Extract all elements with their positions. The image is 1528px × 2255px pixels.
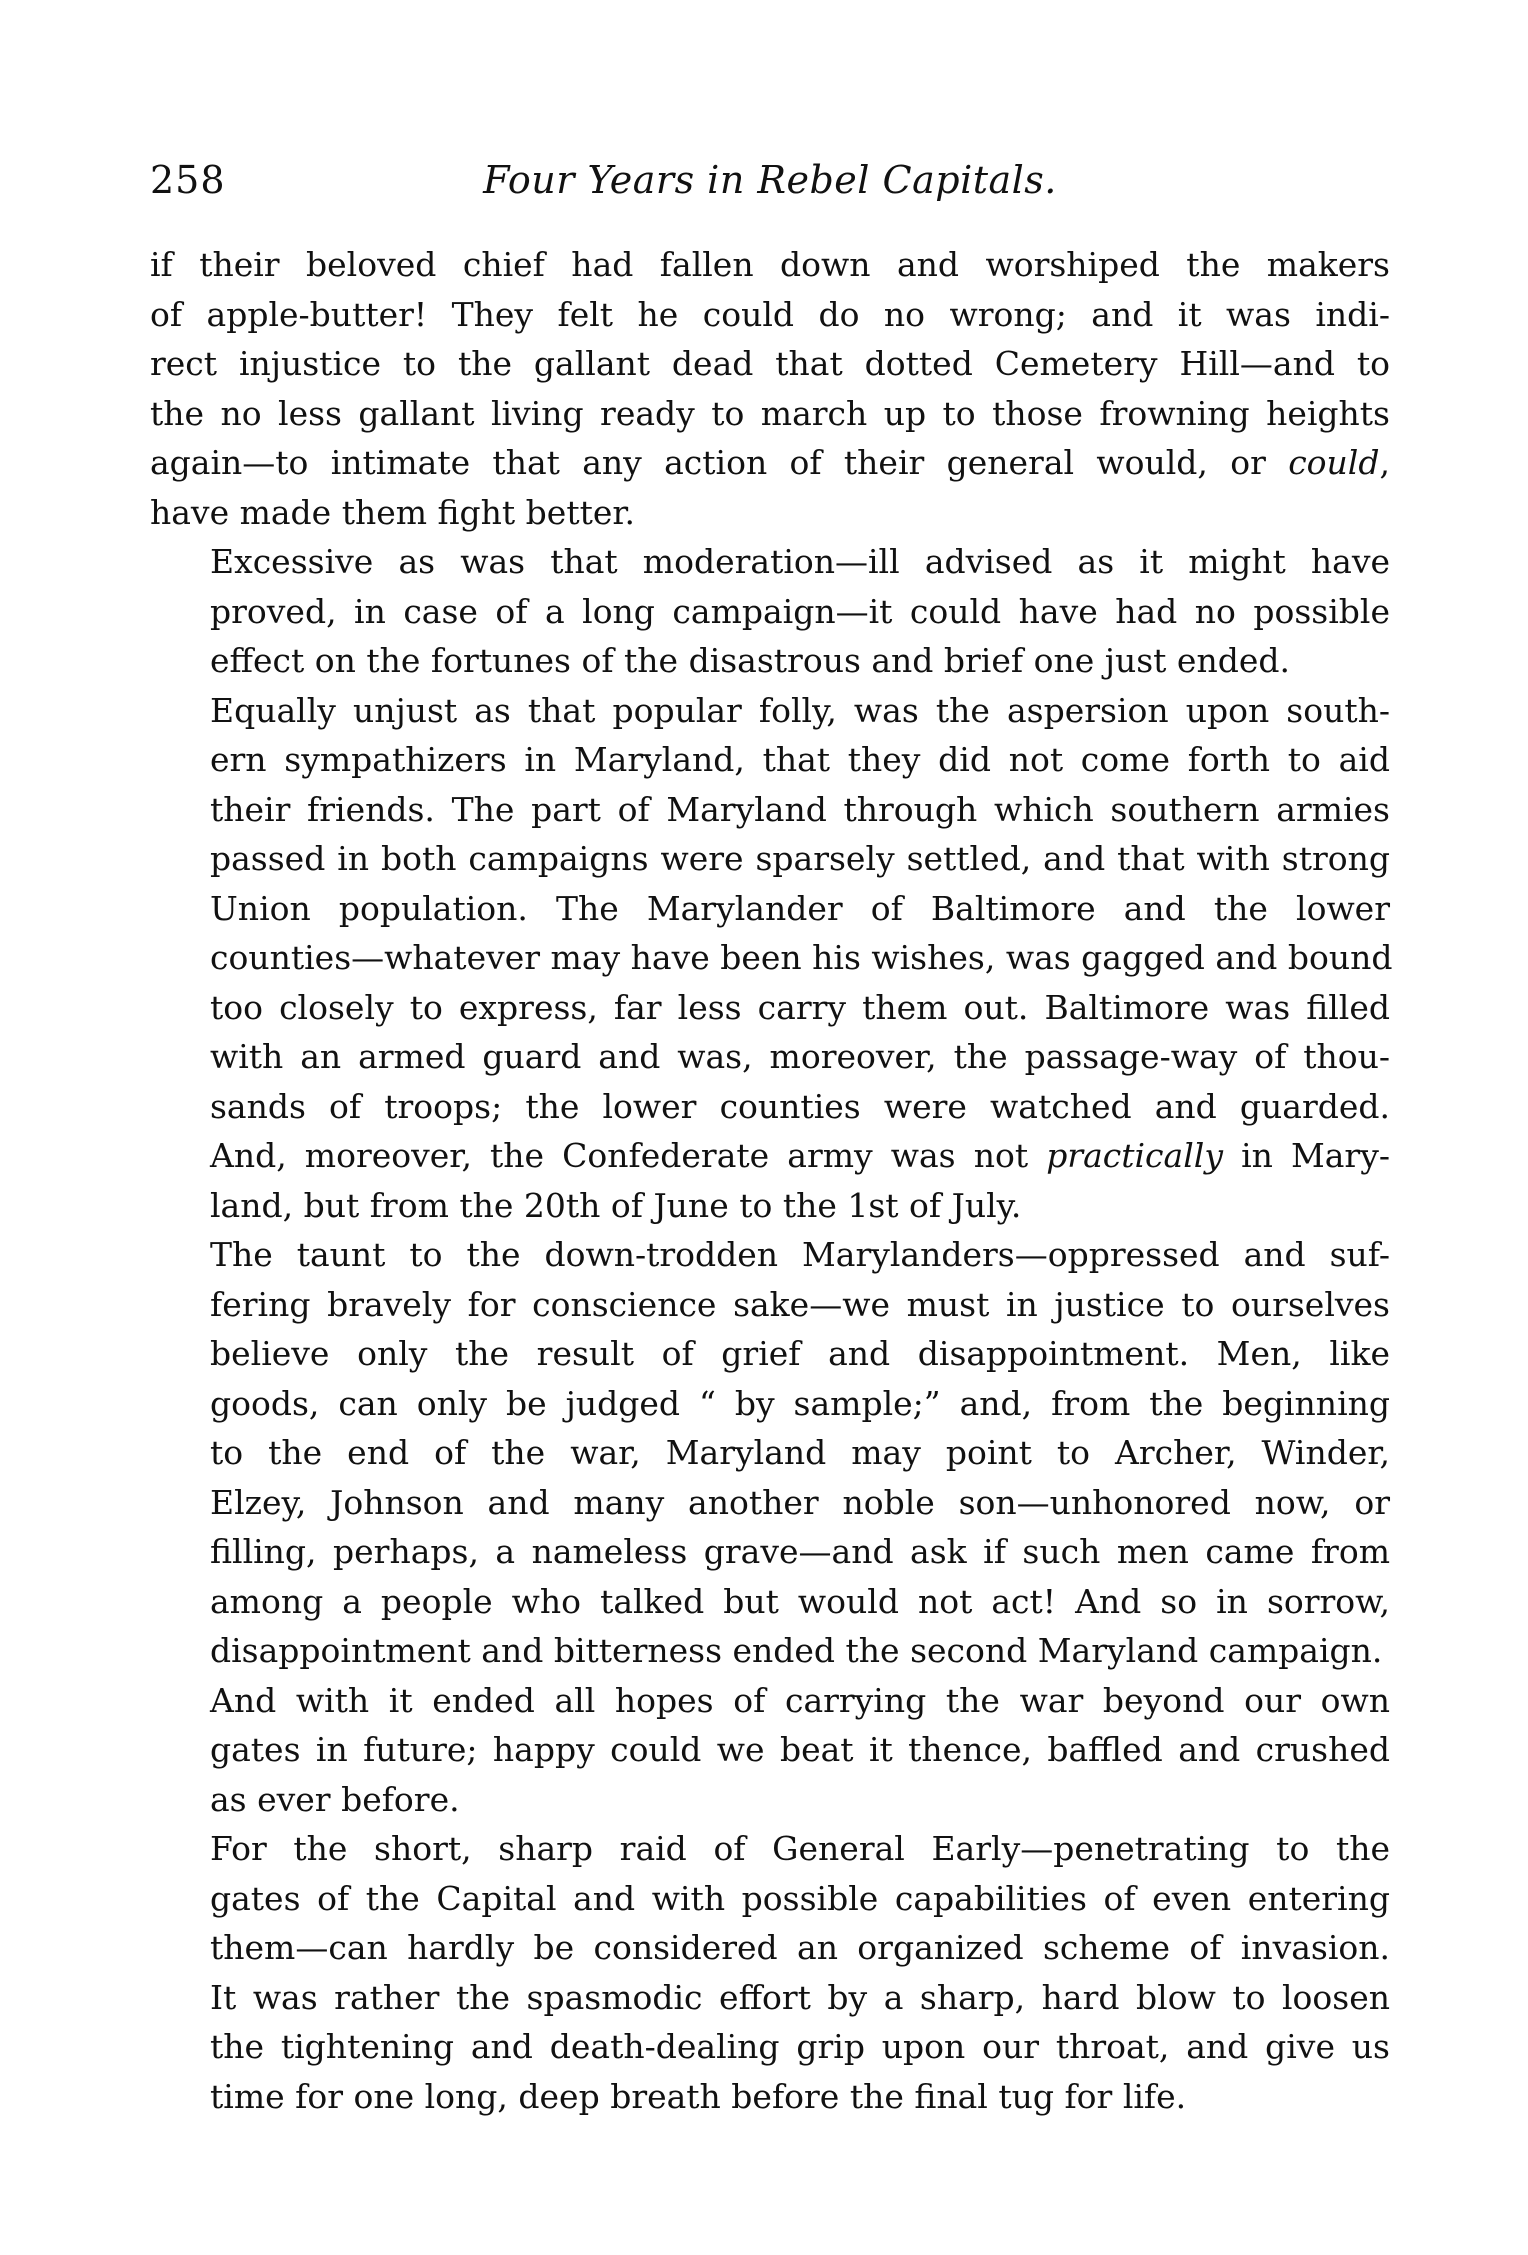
text-line: rect injustice to the gallant dead that dotted Cemetery Hill—and to: [150, 344, 1390, 383]
text-line: land, but from the 20th of June to the 1st of July.: [210, 1185, 1022, 1225]
paragraph: [150, 240, 1390, 537]
text-line: sands of troops; the lower counties were watched and guarded.: [210, 1086, 1390, 1126]
page-number: 258: [150, 158, 226, 202]
text-line: to the end of the war, Maryland may point to Archer, Winder,: [210, 1433, 1390, 1472]
book-page: [150, 150, 1393, 2121]
text-line: And with it ended all hopes of carrying the war beyond our own: [210, 1680, 1390, 1720]
text-line: The taunt to the down-trodden Marylanders—oppressed and suf-: [210, 1235, 1390, 1274]
text-line: fering bravely for conscience sake—we must in justice to ourselves: [210, 1284, 1390, 1324]
text-line: counties—whatever may have been his wishes, was gagged and bound: [210, 938, 1393, 977]
italic-emphasis: could: [1288, 443, 1380, 482]
text-line: Elzey, Johnson and many another noble son—unhonored now, or: [210, 1482, 1390, 1522]
running-head: [150, 150, 1390, 210]
text-line: have made them fight better.: [150, 492, 636, 532]
text-line: believe only the result of grief and disappointment. Men, like: [210, 1334, 1390, 1373]
paragraph: [150, 1824, 1390, 2121]
paragraph: [150, 537, 1390, 686]
text-line: too closely to express, far less carry them out. Baltimore was filled: [210, 987, 1390, 1027]
text-line: Excessive as was that moderation—ill advised as it might have: [210, 542, 1390, 581]
text-line: And, moreover, the Confederate army was not practically in Mary-: [210, 1136, 1390, 1175]
paragraph: [150, 686, 1393, 1231]
paragraph: [150, 1676, 1390, 1825]
text-line: as ever before.: [210, 1779, 460, 1819]
text-line: filling, perhaps, a nameless grave—and ask if such men came from: [210, 1532, 1390, 1571]
text-line: of apple-butter! They felt he could do no wrong; and it was indi-: [150, 294, 1390, 334]
text-line: Equally unjust as that popular folly, was the aspersion upon south-: [210, 690, 1390, 730]
text-line: time for one long, deep breath before the final tug for life.: [210, 2076, 1187, 2116]
body-text: [150, 240, 1393, 2121]
paragraph: [150, 1230, 1390, 1676]
text-line: among a people who talked but would not act! And so in sorrow,: [210, 1581, 1390, 1621]
text-line: their friends. The part of Maryland through which southern armies: [210, 789, 1390, 829]
text-line: gates in future; happy could we beat it thence, baffled and crushed: [210, 1730, 1390, 1769]
text-line: It was rather the spasmodic effort by a sharp, hard blow to loosen: [210, 1977, 1390, 2017]
text-line: proved, in case of a long campaign—it could have had no possible: [210, 591, 1390, 631]
text-line: Union population. The Marylander of Baltimore and the lower: [210, 888, 1390, 928]
text-line: if their beloved chief had fallen down and worshiped the makers: [150, 245, 1390, 284]
text-line: goods, can only be judged “ by sample;” and, from the beginning: [210, 1383, 1390, 1423]
italic-emphasis: practically: [1046, 1136, 1223, 1175]
text-line: gates of the Capital and with possible capabilities of even entering: [210, 1878, 1390, 1918]
text-line: with an armed guard and was, moreover, the passage-way of thou-: [210, 1037, 1390, 1076]
text-line: the tightening and death-dealing grip upon our throat, and give us: [210, 2027, 1390, 2066]
text-line: disappointment and bitterness ended the second Maryland campaign.: [210, 1631, 1383, 1670]
text-line: the no less gallant living ready to march up to those frowning heights: [150, 393, 1390, 433]
text-line: ern sympathizers in Maryland, that they did not come forth to aid: [210, 740, 1390, 779]
text-line: effect on the fortunes of the disastrous and brief one just ended.: [210, 641, 1290, 680]
running-title: Four Years in Rebel Capitals.: [483, 158, 1057, 202]
text-line: passed in both campaigns were sparsely settled, and that with strong: [210, 839, 1390, 878]
text-line: again—to intimate that any action of their general would, or could,: [150, 443, 1390, 482]
text-line: For the short, sharp raid of General Early—penetrating to the: [210, 1829, 1390, 1868]
text-line: them—can hardly be considered an organized scheme of invasion.: [210, 1928, 1390, 1967]
